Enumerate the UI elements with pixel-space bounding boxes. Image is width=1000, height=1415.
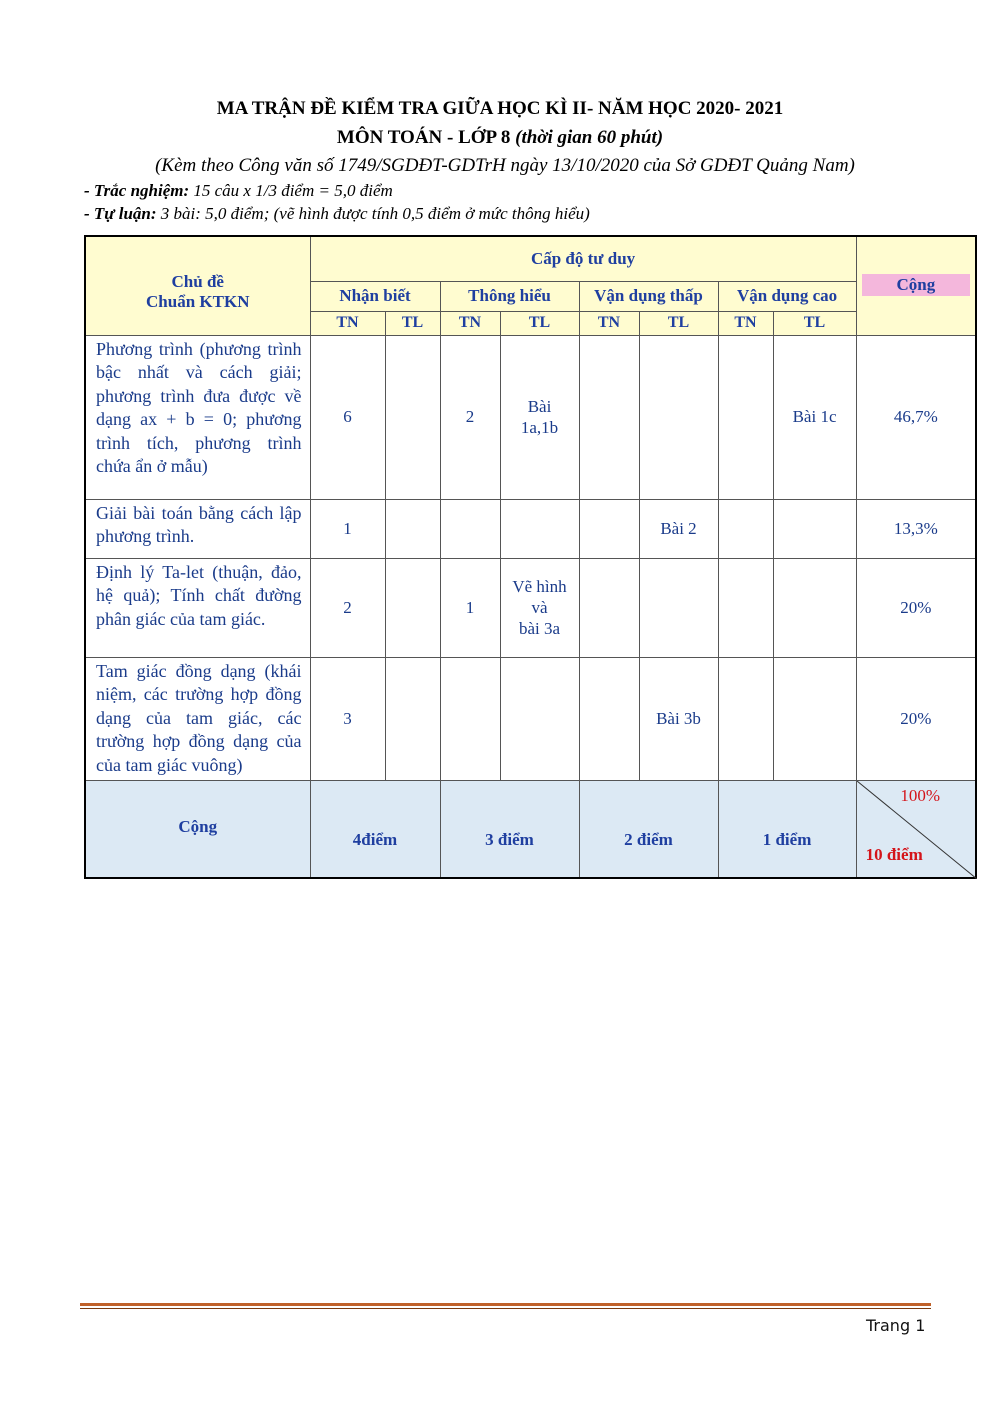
- value-cell: [639, 335, 718, 499]
- footer-understanding-points: 3 điểm: [440, 780, 579, 878]
- title-subject: MÔN TOÁN - LỚP 8: [336, 127, 511, 148]
- footer-low-application-points: 2 điểm: [579, 780, 718, 878]
- value-cell: [718, 499, 773, 558]
- value-cell: [385, 558, 440, 657]
- footer-divider-thin: [80, 1308, 931, 1309]
- value-cell: [385, 335, 440, 499]
- value-cell: Bài 2: [639, 499, 718, 558]
- value-cell: 1: [310, 499, 385, 558]
- sub-header: TN: [310, 311, 385, 335]
- table-row: [85, 335, 976, 499]
- value-cell: [718, 558, 773, 657]
- sub-header: TN: [579, 311, 639, 335]
- value-cell: [773, 657, 856, 780]
- level-group-header: Cấp độ tư duy: [310, 236, 856, 281]
- level-low-application: Vận dụng thấp: [579, 281, 718, 311]
- footer-total-points: 10 điểm: [865, 845, 923, 864]
- row-total: 46,7%: [856, 335, 976, 499]
- title-line-3: (Kèm theo Công văn số 1749/SGDĐT-GDTrH ngày 13/10/2020 của Sở GDĐT Quảng Nam): [155, 155, 855, 176]
- row-total: 20%: [856, 657, 976, 780]
- value-cell: 3: [310, 657, 385, 780]
- topic-cell: Phương trình (phương trình bậc nhất và cách giải; phương trình đưa được về dạng ax + b = 0; phương trình tích, phương trình chứa ẩn ở mẫu): [85, 335, 310, 499]
- value-cell: Bài 1c: [773, 335, 856, 499]
- sub-header: TL: [385, 311, 440, 335]
- value-cell: [718, 657, 773, 780]
- footer-recognition-points: 4điểm: [310, 780, 440, 878]
- value-cell: Vẽ hình và bài 3a: [500, 558, 579, 657]
- level-high-application: Vận dụng cao: [718, 281, 856, 311]
- note-essay-label: - Tự luận:: [84, 204, 157, 223]
- value-cell: [579, 335, 639, 499]
- footer-label: Cộng: [85, 780, 310, 878]
- level-recognition: Nhận biết: [310, 281, 440, 311]
- note-mc-text: 15 câu x 1/3 điểm = 5,0 điểm: [189, 181, 393, 200]
- page-number: Trang 1: [866, 1316, 926, 1335]
- value-cell: 6: [310, 335, 385, 499]
- sub-header: TL: [500, 311, 579, 335]
- value-cell: [773, 499, 856, 558]
- footer-row: [85, 780, 976, 878]
- total-header-cell: [856, 236, 976, 335]
- value-cell: [385, 657, 440, 780]
- value-cell: [500, 657, 579, 780]
- value-cell: 1: [440, 558, 500, 657]
- value-cell: [440, 499, 500, 558]
- total-header: Cộng: [862, 274, 970, 296]
- value-cell: [718, 335, 773, 499]
- value-cell: Bài 3b: [639, 657, 718, 780]
- title-duration: (thời gian 60 phút): [515, 127, 664, 148]
- topic-cell: Tam giác đồng dạng (khái niệm, các trường hợp đồng dạng của tam giác, các trường hợp đồng dạng của của tam giác vuông): [85, 657, 310, 780]
- value-cell: [385, 499, 440, 558]
- sub-header: TL: [639, 311, 718, 335]
- footer-total-percent: 100%: [900, 785, 941, 805]
- exam-matrix-table: [84, 235, 977, 879]
- value-cell: 2: [440, 335, 500, 499]
- value-cell: [579, 558, 639, 657]
- table-row: [85, 558, 976, 657]
- value-cell: Bài 1a,1b: [500, 335, 579, 499]
- row-total: 13,3%: [856, 499, 976, 558]
- value-cell: [500, 499, 579, 558]
- row-total: 20%: [856, 558, 976, 657]
- value-cell: [773, 558, 856, 657]
- note-essay-text: 3 bài: 5,0 điểm; (vẽ hình được tính 0,5 điểm ở mức thông hiểu): [156, 204, 590, 223]
- footer-high-application-points: 1 điểm: [718, 780, 856, 878]
- sub-header: TN: [718, 311, 773, 335]
- topic-header: Chủ đề Chuẩn KTKN: [85, 236, 310, 335]
- note-multiple-choice: [84, 181, 393, 201]
- sub-header: TN: [440, 311, 500, 335]
- value-cell: [639, 558, 718, 657]
- value-cell: [440, 657, 500, 780]
- footer-total-cell: [856, 780, 976, 878]
- table-row: [85, 499, 976, 558]
- note-mc-label: - Trắc nghiệm:: [84, 181, 190, 200]
- value-cell: [579, 657, 639, 780]
- footer-divider: [80, 1303, 931, 1306]
- title-line-2: [0, 127, 1000, 149]
- level-understanding: Thông hiểu: [440, 281, 579, 311]
- title-line-1: MA TRẬN ĐỀ KIỂM TRA GIỮA HỌC KÌ II- NĂM HỌC 2020- 2021: [216, 98, 784, 119]
- sub-header: TL: [773, 311, 856, 335]
- topic-cell: Giải bài toán bằng cách lập phương trình.: [85, 499, 310, 558]
- topic-cell: Định lý Ta-let (thuận, đảo, hệ quả); Tính chất đường phân giác của tam giác.: [85, 558, 310, 657]
- value-cell: [579, 499, 639, 558]
- table-row: [85, 657, 976, 780]
- note-essay: [84, 204, 590, 224]
- value-cell: 2: [310, 558, 385, 657]
